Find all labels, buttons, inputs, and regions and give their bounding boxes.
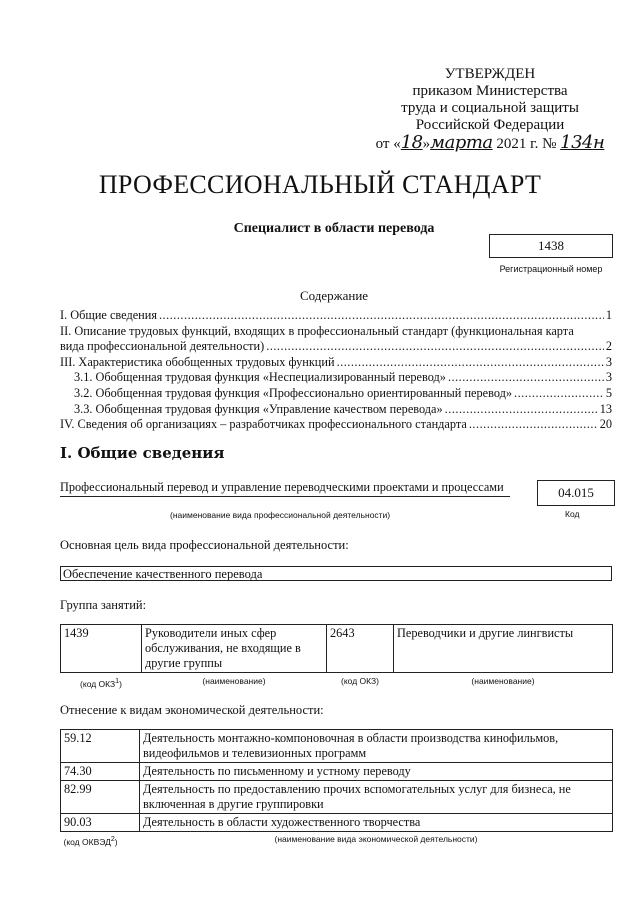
table-caption-row: (код ОКЗ$^1$) (наименование) (код ОКЗ) (наименование) [61, 673, 613, 693]
registration-number-box: 1438 [489, 234, 613, 258]
toc-item-page: 3 [605, 354, 612, 369]
activity-code-caption: Код [565, 509, 580, 519]
toc-item-text: IV. Сведения об организациях – разработчиках профессионального стандарта [60, 417, 467, 432]
okved-code-cell: 90.03 [61, 814, 140, 832]
activity-caption: (наименование вида профессиональной деятельности) [170, 510, 391, 520]
group-label: Группа занятий: [60, 598, 147, 612]
occupations-table [60, 624, 613, 693]
toc-item-text-line2: вида профессиональной деятельности) [60, 339, 265, 354]
order-mid: » [422, 136, 431, 152]
toc-item-text: 3.1. Обобщенная трудовая функция «Неспециализированный перевод» [74, 370, 446, 385]
table-row [61, 781, 613, 814]
toc-item-page: 3 [605, 370, 612, 385]
occupation-code-caption: (код ОКЗ) [341, 676, 379, 686]
okved-code-cell: 82.99 [61, 781, 140, 814]
order-line [370, 134, 610, 153]
approval-line-1: УТВЕРЖДЕН [444, 66, 536, 82]
toc-item-text: I. Общие сведения [60, 308, 157, 322]
document-title: ПРОФЕССИОНАЛЬНЫЙ СТАНДАРТ [98, 170, 542, 199]
table-of-contents [60, 308, 612, 433]
toc-item[interactable] [60, 417, 612, 433]
toc-item-page: 5 [605, 385, 612, 400]
okved-name-cell: Деятельность в области художественного творчества [140, 814, 613, 832]
table-row [61, 730, 613, 763]
table-row [61, 625, 613, 673]
toc-item-text-line1: II. Описание трудовых функций, входящих в профессиональный стандарт (функциональная карта [60, 323, 574, 338]
toc-item[interactable] [60, 355, 612, 371]
footnote-marker: 2 [110, 835, 115, 843]
approval-line-4: Российской Федерации [415, 117, 565, 133]
goal-value: Обеспечение качественного перевода [60, 566, 612, 581]
activity-name: Профессиональный перевод и управление переводческими проектами и процессами [60, 480, 510, 497]
okved-name-cell: Деятельность по предоставлению прочих вспомогательных услуг для бизнеса, не включенная в другие группировки [140, 781, 613, 814]
contents-heading: Содержание [299, 288, 369, 303]
section-heading: I. Общие сведения [60, 444, 225, 462]
occupation-name-cell: Руководители иных сфер обслуживания, не входящие в другие группы [142, 625, 327, 673]
footnote-marker: 1 [115, 677, 120, 685]
toc-item[interactable] [60, 402, 612, 418]
table-row [61, 763, 613, 781]
toc-item-page: 1 [605, 308, 612, 322]
okved-name-cell: Деятельность монтажно-компоновочная в области производства кинофильмов, видеофильмов и телевизионных программ [140, 730, 613, 763]
occupation-name-caption: (наименование) [202, 676, 266, 686]
toc-item[interactable] [60, 386, 612, 402]
toc-item[interactable] [60, 308, 612, 324]
occupation-code-cell: 2643 [327, 625, 394, 673]
order-prefix: от « [375, 136, 401, 152]
occupation-name-caption: (наименование) [471, 676, 535, 686]
order-month: марта [430, 132, 493, 153]
toc-item[interactable] [60, 324, 612, 355]
okved-code-caption: (код ОКВЭД [63, 836, 111, 847]
toc-item-page: 13 [599, 401, 612, 416]
okved-code-cell: 74.30 [61, 763, 140, 781]
document-subtitle: Специалист в области перевода [233, 221, 435, 236]
activity-code-box: 04.015 [537, 480, 615, 506]
toc-item-text: 3.2. Обобщенная трудовая функция «Профессионально ориентированный перевод» [74, 385, 513, 400]
order-number: 134н [560, 132, 605, 153]
table-caption-row: (код ОКВЭД$^2$) (наименование вида экономической деятельности) [61, 832, 613, 851]
okved-name-cell: Деятельность по письменному и устному переводу [140, 763, 613, 781]
registration-number-label: Регистрационный номер [499, 264, 603, 274]
table-row [61, 814, 613, 832]
occupation-name-cell: Переводчики и другие лингвисты [394, 625, 613, 673]
toc-item[interactable] [60, 370, 612, 386]
order-day: 18 [400, 132, 423, 153]
approval-line-2: приказом Министерства [412, 83, 568, 99]
okved-name-caption: (наименование вида экономической деятельности) [274, 834, 478, 844]
occupation-code-cell: 1439 [61, 625, 142, 673]
toc-item-page: 2 [605, 339, 612, 354]
toc-item-text: 3.3. Обобщенная трудовая функция «Управление качеством перевода» [74, 401, 443, 416]
goal-label: Основная цель вида профессиональной деятельности: [60, 538, 349, 552]
order-year: 2021 г. № [492, 136, 561, 152]
econ-activity-table [60, 729, 613, 851]
okved-code-cell: 59.12 [61, 730, 140, 763]
occupation-code-caption: (код ОКЗ [80, 678, 116, 689]
econ-label: Отнесение к видам экономической деятельности: [60, 703, 324, 717]
toc-item-text: III. Характеристика обобщенных трудовых функций [60, 354, 335, 369]
approval-block [370, 66, 610, 153]
toc-item-page: 20 [599, 417, 612, 432]
approval-line-3: труда и социальной защиты [401, 100, 579, 116]
